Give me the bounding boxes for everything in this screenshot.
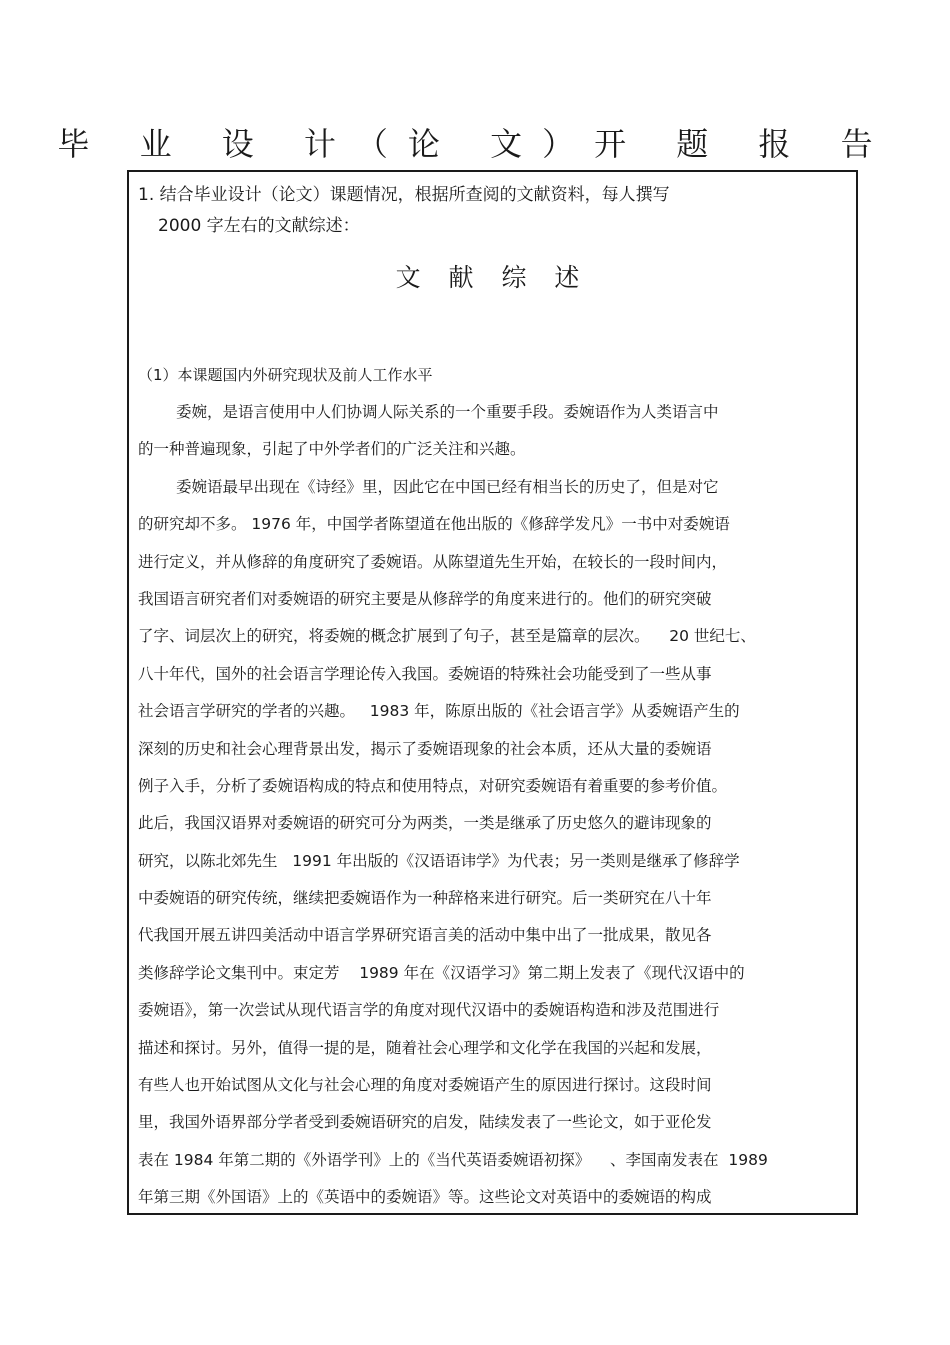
text-line: 研究，以陈北郊先生 1991 年出版的《汉语语讳学》为代表；另一类则是继承了修辞学 xyxy=(138,851,740,870)
text-line: 描述和探讨。另外，值得一提的是，随着社会心理学和文化学在我国的兴起和发展， xyxy=(138,1038,712,1057)
text-line: 的研究却不多。 1976 年，中国学者陈望道在他出版的《修辞学发凡》一书中对委婉语 xyxy=(138,515,730,534)
text-line: 有些人也开始试图从文化与社会心理的角度对委婉语产生的原因进行探讨。这段时间 xyxy=(138,1076,712,1095)
text-line: 委婉语》，第一次尝试从现代语言学的角度对现代汉语中的委婉语构造和涉及范围进行 xyxy=(138,1001,720,1020)
text-line: 类修辞学论文集刊中。束定芳 1989 年在《汉语学习》第二期上发表了《现代汉语中的 xyxy=(138,963,745,982)
text-line: 八十年代，国外的社会语言学理论传入我国。委婉语的特殊社会功能受到了一些从事 xyxy=(138,664,712,683)
page-title: 毕 业 设 计（论 文）开 题 报 告 xyxy=(57,125,893,163)
text-line: 年第三期《外国语》上的《英语中的委婉语》等。这些论文对英语中的委婉语的构成 xyxy=(138,1188,712,1207)
text-line: 的一种普遍现象，引起了中外学者们的广泛关注和兴趣。 xyxy=(138,440,526,459)
text-line: 表在 1984 年第二期的《外语学刊》上的《当代英语委婉语初探》 、李国南发表在 1989 xyxy=(138,1150,768,1169)
subheading: （1）本课题国内外研究现状及前人工作水平 xyxy=(138,366,433,384)
text-line: 委婉，是语言使用中人们协调人际关系的一个重要手段。委婉语作为人类语言中 xyxy=(176,403,719,421)
text-line: 我国语言研究者们对委婉语的研究主要是从修辞学的角度来进行的。他们的研究突破 xyxy=(138,589,712,608)
text-line: 例子入手，分析了委婉语构成的特点和使用特点，对研究委婉语有着重要的参考价值。 xyxy=(138,776,728,795)
prompt-line-2: 2000 字左右的文献综述： xyxy=(158,216,360,236)
body-text xyxy=(138,398,850,1221)
text-line: 此后，我国汉语界对委婉语的研究可分为两类，一类是继承了历史悠久的避讳现象的 xyxy=(138,814,712,833)
text-line: 委婉语最早出现在《诗经》里，因此它在中国已经有相当长的历史了，但是对它 xyxy=(176,477,719,496)
prompt-line-1: 1. 结合毕业设计（论文）课题情况，根据所查阅的文献资料，每人撰写 xyxy=(138,185,670,205)
section-heading: 文 献 综 述 xyxy=(395,263,590,292)
text-line: 了字、词层次上的研究，将委婉的概念扩展到了句子，甚至是篇章的层次。 20 世纪七、 xyxy=(138,627,756,646)
text-line: 进行定义，并从修辞的角度研究了委婉语。从陈望道先生开始，在较长的一段时间内， xyxy=(138,552,728,571)
text-line: 深刻的历史和社会心理背景出发，揭示了委婉语现象的社会本质，还从大量的委婉语 xyxy=(138,739,712,758)
text-line: 里，我国外语界部分学者受到委婉语研究的启发，陆续发表了一些论文，如于亚伦发 xyxy=(138,1113,712,1132)
text-line: 社会语言学研究的学者的兴趣。 1983 年，陈原出版的《社会语言学》从委婉语产生的 xyxy=(138,702,740,721)
text-line: 中委婉语的研究传统，继续把委婉语作为一种辞格来进行研究。后一类研究在八十年 xyxy=(138,889,712,908)
report-frame xyxy=(127,170,858,1215)
text-line: 代我国开展五讲四美活动中语言学界研究语言美的活动中集中出了一批成果，散见各 xyxy=(138,926,712,945)
